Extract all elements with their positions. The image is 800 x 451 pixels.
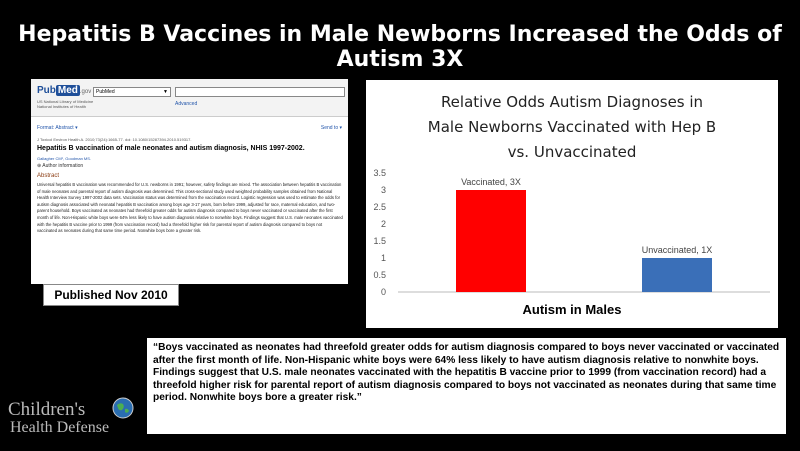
format-dropdown[interactable]: Format: Abstract ▾ [37,125,78,131]
article-title: Hepatitis B vaccination of male neonates and autism diagnosis, NHIS 1997-2002. [37,145,305,152]
y-tick-label: 0.5 [373,270,386,280]
chart-title-line-3: vs. Unvaccinated [507,143,637,161]
search-input[interactable] [175,87,345,97]
x-axis-label: Autism in Males [522,302,622,317]
logo-line-1: Children's [8,399,86,420]
bar-unvaccinated [642,258,712,292]
authors[interactable]: Gallagher CM¹, Goodman MS. [37,156,92,161]
y-tick-label: 0 [380,287,386,297]
globe-icon [112,397,134,419]
advanced-link[interactable]: Advanced [175,101,198,107]
y-tick-label: 3 [380,185,386,195]
pubmed-logo: Pub Med .gov [37,85,92,96]
data-label: Unvaccinated, 1X [641,245,713,255]
abstract-text: Universal hepatitis B vaccination was recommended for U.S. newborns in 1991; however, safety findings are mixed. The association between hepatitis B vaccination of male neonates and parental report of autism diagnosis was determined. This cross-sectional study used weighted probability samples obtained from National Health Interview Survey 1997-2002 data sets. Vaccination status was determined from the vaccination record. Logistic regression was used to estimate the odds for autism diagnosis associated with neonatal hepatitis B vaccination among boys age 3-17 years, born before 1999, adjusted for race, maternal education, and two-parent household. Boys vaccinated as neonates had threefold greater odds for autism diagnosis compared to boys never vaccinated or vaccinated after the first month of life. Non-Hispanic white boys were 64% less likely to have autism diagnosis relative to nonwhite boys. Findings suggest that U.S. male neonates vaccinated with the hepatitis B vaccine prior to 1999 (from vaccination record) had a threefold higher risk for parental report of autism diagnosis compared to boys not vaccinated as neonates during that same time period. Nonwhite boys bore a greater risk. [37,182,343,234]
y-tick-label: 1 [380,253,386,263]
y-tick-label: 1.5 [373,236,386,246]
library-line-2: National Institutes of Health [37,104,86,109]
send-to-dropdown[interactable]: Send to ▾ [320,125,342,131]
citation: J Toxicol Environ Health A. 2010;73(24):1665-77. doi: 10.1080/15287394.2010.519317. [37,137,192,142]
study-quote: “Boys vaccinated as neonates had threefold greater odds for autism diagnosis compared to boys never vaccinated or vaccinated after the first month of life. Non-Hispanic white boys were 64% less likely to have autism diagnosis relative to nonwhite boys. Findings suggest that U.S. male neonates vaccinated with the hepatitis B vaccine prior to 1999 (from vaccination record) had a threefold higher risk for parental report of autism diagnosis compared to boys not vaccinated as neonates during that same time period. Nonwhite boys bore a greater risk.” [147,338,786,434]
chart-panel [366,80,778,328]
data-label: Vaccinated, 3X [461,177,521,187]
abstract-heading: Abstract [37,173,60,179]
pubmed-header [31,79,348,117]
y-tick-label: 3.5 [373,168,386,178]
format-bar [37,125,342,131]
chevron-down-icon: ▼ [163,89,168,95]
logo-line-2: Health Defense [10,419,110,436]
bar-chart [366,80,778,328]
library-line-1: US National Library of Medicine [37,99,94,104]
chart-title-line-2: Male Newborns Vaccinated with Hep B [427,118,717,136]
y-tick-label: 2 [380,219,386,229]
chart-title-line-1: Relative Odds Autism Diagnoses in [440,93,704,111]
pubmed-screenshot [31,79,348,284]
database-select[interactable]: PubMed ▼ [93,87,171,97]
slide-title: Hepatitis B Vaccines in Male Newborns Increased the Odds of Autism 3X [18,22,782,72]
bar-vaccinated [456,190,526,292]
author-information-toggle[interactable]: ⊕ Author information [37,163,84,169]
published-label: Published Nov 2010 [43,284,179,306]
y-tick-label: 2.5 [373,202,386,212]
